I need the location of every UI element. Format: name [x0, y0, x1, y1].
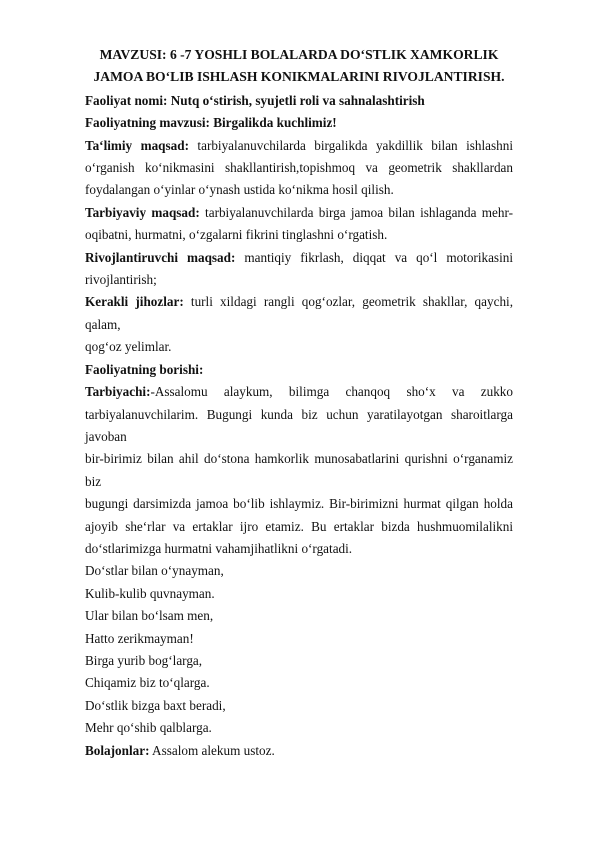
poem-line: Hatto zerikmayman! — [85, 630, 194, 646]
poem-line: Do‘stlik bizga baxt beradi, — [85, 697, 226, 713]
upbringing-goal: Tarbiyaviy maqsad: tarbiyalanuvchilarda birga jamoa bilan ishlaganda mehr- oqibatni, hurmatni, o‘zgalarni fikrini tinglashni o‘rgatish. — [85, 204, 514, 243]
materials-label: Kerakli jihozlar: — [85, 294, 184, 310]
children-label: Bolajonlar: — [85, 742, 150, 758]
developmental-goal-label: Rivojlantiruvchi maqsad: — [85, 249, 236, 265]
poem-line: Birga yurib bog‘larga, — [85, 652, 203, 668]
poem-line: Kulib-kulib quvnayman. — [85, 585, 215, 601]
poem-line: Chiqamiz biz to‘qlarga. — [85, 675, 210, 691]
educational-goal: Ta‘limiy maqsad: tarbiyalanuvchilarda birgalikda yakdillik bilan ishlashni o‘rganish ko‘nikmasini shakllantirish,topishmoq va geometrik shakllardan foydalangan o‘yinlar o‘ynash ustida ko‘nikma hosil qilish. — [85, 137, 513, 198]
children-reply: Bolajonlar: Assalom alekum ustoz. — [85, 742, 275, 758]
poem-line: Mehr qo‘shib qalblarga. — [85, 720, 212, 736]
teacher-label: Tarbiyachi: — [85, 384, 151, 400]
teacher-speech: Tarbiyachi:-Assalomu alaykum, bilimga chanqoq sho‘x va zukko tarbiyalanuvchilarim. Bugungi kunda biz uchun yaratilayotgan sharoitlarga javoban bir-birimiz bilan ahil do‘stona hamkorlik munosabatlarini qurishni o‘rganamiz biz bugungi darsimizda jamoa bo‘lib ishlaymiz. Bir-birimizni hurmat qilgan holda ajoyib she‘rlar va ertaklar ijro etamiz. Bu ertaklar bizda hushmuomilalikni do‘stlarimizga hurmatni vahamjihatlikni o‘rgatadi. — [85, 384, 513, 556]
title-line-1: MAVZUSI: 6 -7 YOSHLI BOLALARDA DO‘STLIK XAMKORLIK — [99, 47, 499, 62]
document-title — [85, 44, 513, 89]
upbringing-goal-label: Tarbiyaviy maqsad: — [85, 204, 200, 220]
poem-line: Do‘stlar bilan o‘ynayman, — [85, 563, 224, 579]
poem-line: Ular bilan bo‘lsam men, — [85, 608, 214, 624]
educational-goal-label: Ta‘limiy maqsad: — [85, 137, 189, 153]
progress-heading: Faoliyatning borishi: — [85, 361, 204, 377]
activity-topic: Faoliyatning mavzusi: Birgalikda kuchlimiz! — [85, 115, 337, 131]
activity-name: Faoliyat nomi: Nutq o‘stirish, syujetli roli va sahnalashtirish — [85, 92, 425, 108]
title-line-2: JAMOA BO‘LIB ISHLASH KONIKMALARINI RIVOJLANTIRISH. — [93, 69, 505, 85]
developmental-goal: Rivojlantiruvchi maqsad: mantiqiy fikrlash, diqqat va qo‘l motorikasini rivojlantirish; — [85, 249, 513, 288]
document-page — [85, 44, 513, 762]
materials: Kerakli jihozlar: turli xildagi rangli qog‘ozlar, geometrik shakllar, qaychi, qalam, qog‘oz yelimlar. — [85, 294, 513, 355]
poem — [85, 560, 513, 739]
